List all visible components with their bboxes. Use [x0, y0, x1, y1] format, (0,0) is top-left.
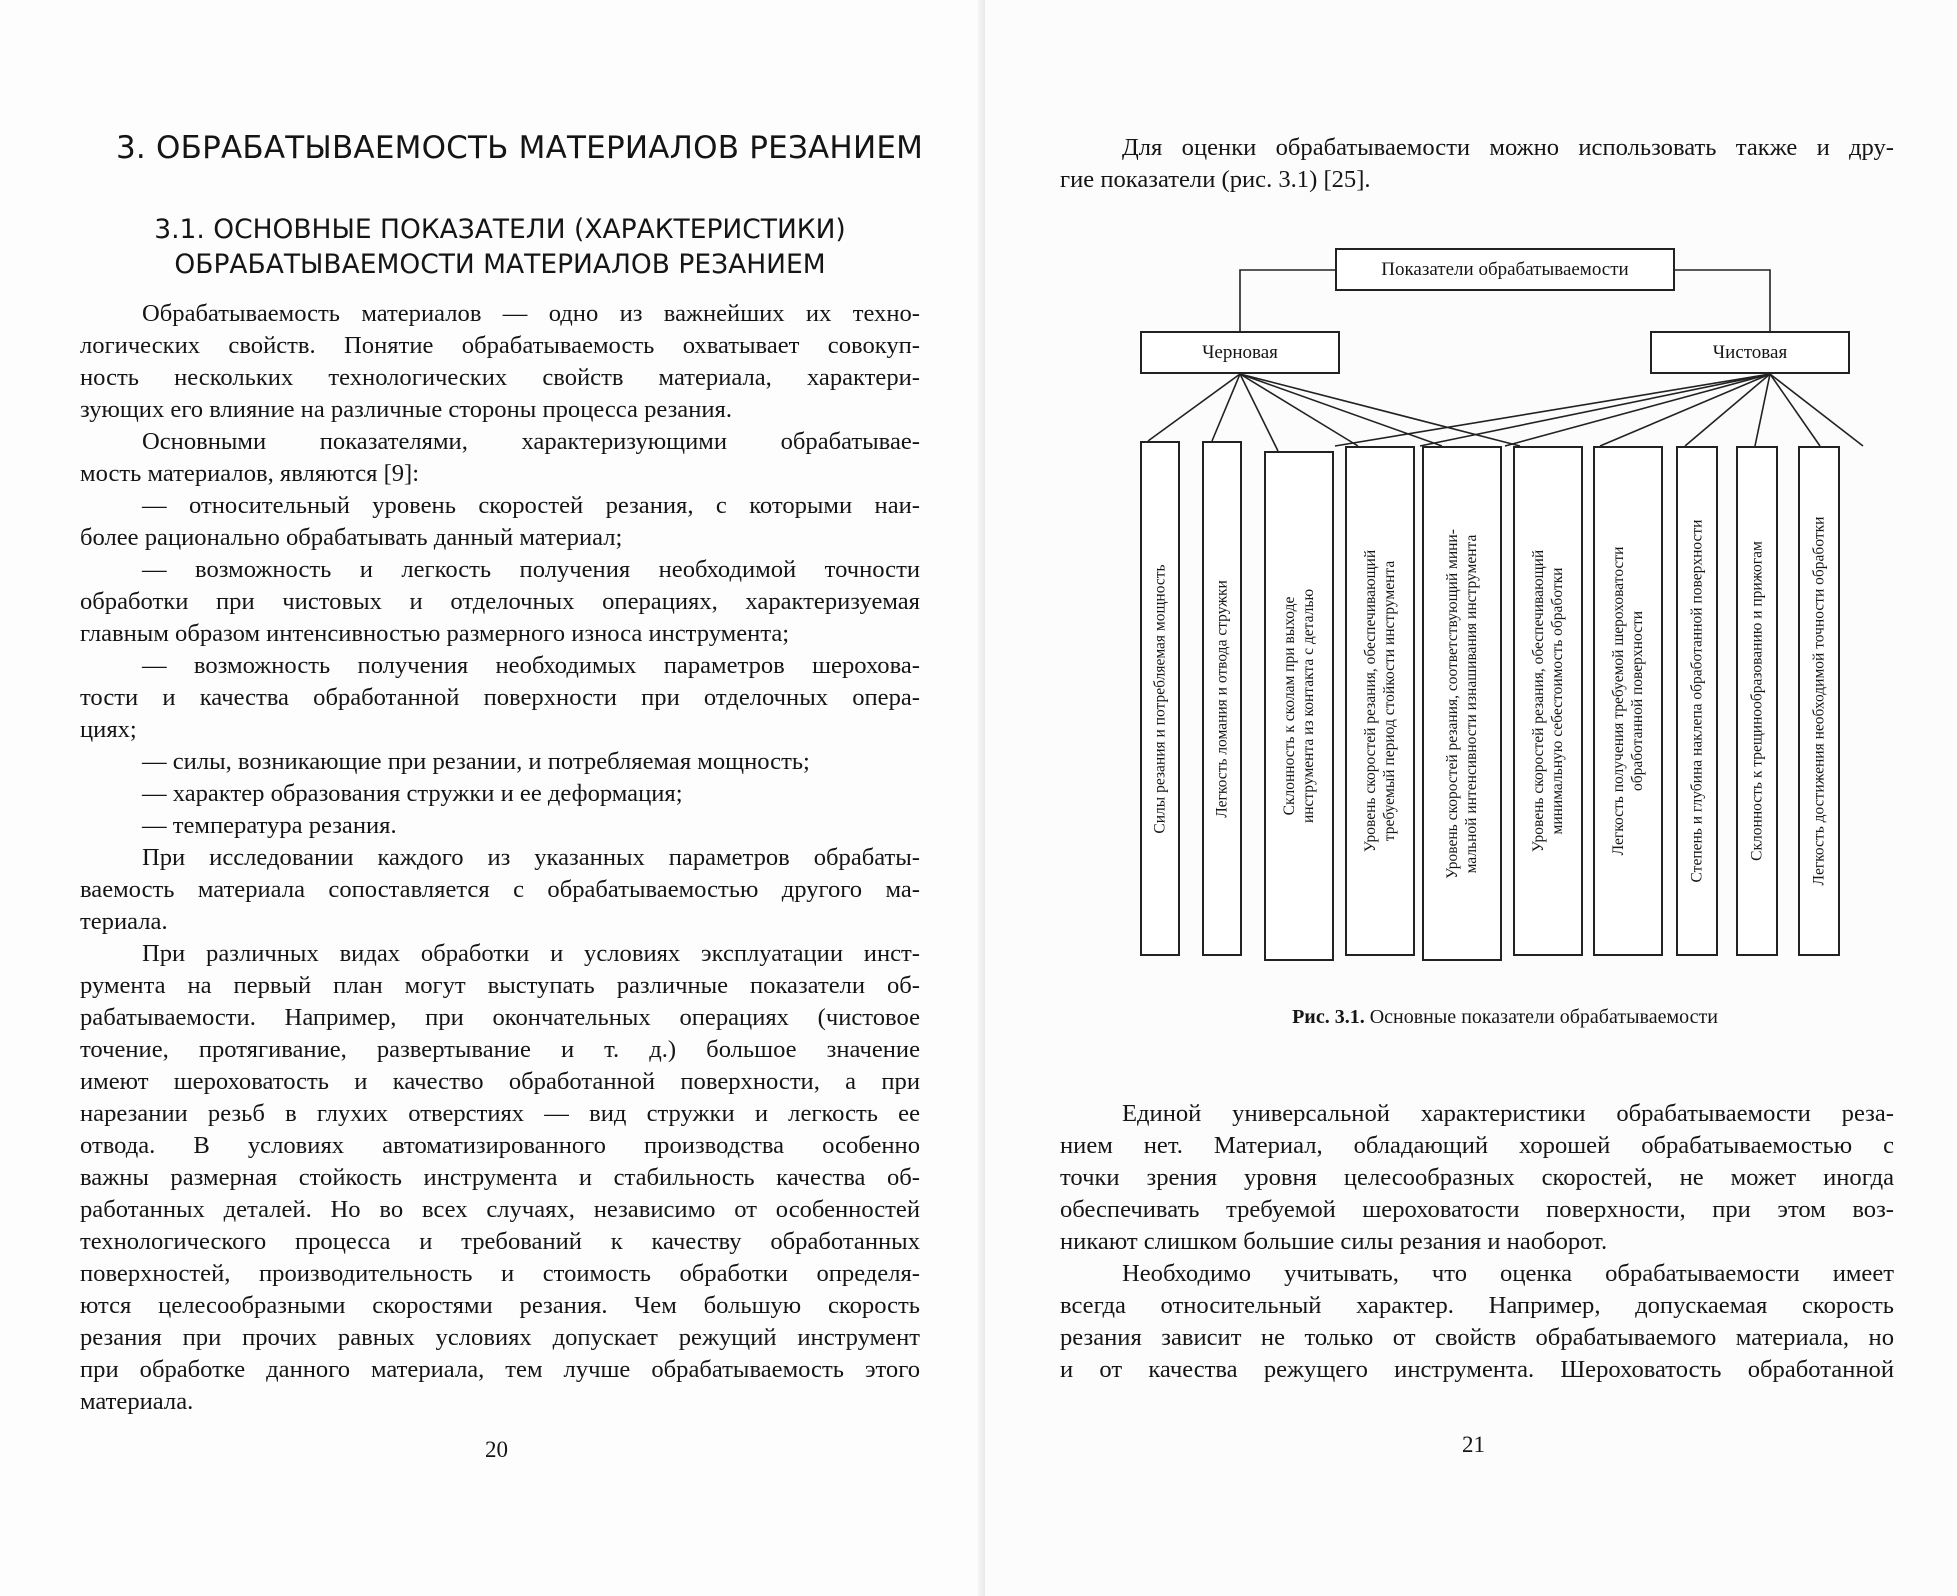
right-body-text: [1060, 1098, 1894, 1386]
text-line: При различных видах обработки и условиях эксплуатации инст-: [142, 940, 920, 967]
connector: [1770, 374, 1820, 446]
indicator-label: Легкость ломания и отвода стружки: [1213, 579, 1231, 818]
indicator-column: [1736, 446, 1778, 956]
text-line: главным образом интенсивностью размерного износа инструмента;: [80, 620, 790, 647]
text-line: Необходимо учитывать, что оценка обрабатываемости имеет: [1122, 1260, 1894, 1287]
caption-text: Основные показатели обрабатываемости: [1364, 1006, 1718, 1028]
left-body-text: [80, 298, 920, 1418]
text-line: Обрабатываемость материалов — одно из важнейших их техно-: [142, 300, 920, 327]
text-line: ются целесообразными скоростями резания. Чем большую скорость: [80, 1292, 920, 1319]
indicator-column: [1140, 441, 1180, 956]
text-line: гие показатели (рис. 3.1) [25].: [1060, 166, 1371, 193]
root-box: Показатели обрабатываемости: [1335, 248, 1675, 291]
text-line: ваемость материала сопоставляется с обрабатываемостью другого ма-: [80, 876, 920, 903]
indicator-column: [1593, 446, 1663, 956]
text-line: отвода. В условиях автоматизированного производства особенно: [80, 1132, 920, 1159]
finish-group-box: Чистовая: [1650, 331, 1850, 374]
text-line: — возможность получения необходимых параметров шерохова-: [142, 652, 920, 679]
indicator-label: Силы резания и потребляемая мощность: [1151, 563, 1169, 834]
text-line: рабатываемости. Например, при окончательных операциях (чистовое: [80, 1004, 920, 1031]
section-title: [80, 212, 920, 282]
indicator-column: [1422, 446, 1502, 961]
text-line: важны размерная стойкость инструмента и стабильность качества об-: [80, 1164, 920, 1191]
caption-label: Рис. 3.1.: [1292, 1006, 1365, 1028]
connector: [1420, 374, 1770, 446]
connector: [1240, 374, 1520, 446]
text-line: — характер образования стружки и ее деформация;: [142, 780, 683, 807]
right-intro-text: [1060, 132, 1894, 196]
text-line: точки зрения уровня целесообразных скоростей, не может иногда: [1060, 1164, 1894, 1191]
text-line: резания при прочих равных условиях допускает режущий инструмент: [80, 1324, 920, 1351]
text-line: поверхностей, производительность и стоимость обработки определя-: [80, 1260, 920, 1287]
indicator-column: [1345, 446, 1415, 956]
text-line: циях;: [80, 716, 137, 743]
indicators-diagram: [1130, 236, 1880, 976]
connector: [1505, 374, 1770, 446]
section-title-line: ОБРАБАТЫВАЕМОСТИ МАТЕРИАЛОВ РЕЗАНИЕМ: [174, 249, 826, 280]
text-line: резания зависит не только от свойств обрабатываемого материала, но: [1060, 1324, 1894, 1351]
indicator-column: [1202, 441, 1242, 956]
indicator-label: Легкость достижения необходимой точности обработки: [1810, 516, 1828, 886]
text-line: тости и качества обработанной поверхности при отделочных опера-: [80, 684, 920, 711]
connector-root-left: [1240, 270, 1335, 331]
text-line: работанных деталей. Но во всех случаях, независимо от особенностей: [80, 1196, 920, 1223]
text-line: териала.: [80, 908, 168, 935]
indicator-label: Склонность к сколам при выходе инструмента из контакта с деталью: [1281, 588, 1317, 824]
text-line: точение, протягивание, развертывание и т. д.) большое значение: [80, 1036, 920, 1063]
connector: [1770, 374, 1863, 446]
text-line: — силы, возникающие при резании, и потребляемая мощность;: [142, 748, 810, 775]
page-number: 21: [1462, 1432, 1485, 1457]
text-line: мость материалов, являются [9]:: [80, 460, 420, 487]
text-line: Единой универсальной характеристики обрабатываемости реза-: [1122, 1100, 1894, 1127]
text-line: обеспечивать требуемой шероховатости поверхности, при этом воз-: [1060, 1196, 1894, 1223]
text-line: материала.: [80, 1388, 194, 1415]
indicator-label: Уровень скоростей резания, обеспечивающий минимальную себестоимость обработки: [1530, 549, 1566, 853]
connector-root-right: [1675, 270, 1770, 331]
text-line: зующих его влияние на различные стороны процесса резания.: [80, 396, 733, 423]
indicator-label: Легкость получения требуемой шероховатости обработанной поверхности: [1610, 546, 1646, 856]
figure-caption: [1130, 1006, 1880, 1029]
text-line: технологического процесса и требований к качеству обработанных: [80, 1228, 920, 1255]
text-line: нарезании резьб в глухих отверстиях — вид стружки и легкость ее: [80, 1100, 920, 1127]
indicator-column: [1798, 446, 1840, 956]
text-line: имеют шероховатость и качество обработанной поверхности, а при: [80, 1068, 920, 1095]
text-line: При исследовании каждого из указанных параметров обрабаты-: [142, 844, 920, 871]
text-line: и от качества режущего инструмента. Шероховатость обработанной: [1060, 1356, 1894, 1383]
indicator-label: Степень и глубина наклепа обработанной поверхности: [1688, 519, 1706, 883]
text-line: при обработке данного материала, тем лучше обрабатываемость этого: [80, 1356, 920, 1383]
page-number: 20: [485, 1437, 508, 1462]
text-line: — температура резания.: [142, 812, 397, 839]
text-line: всегда относительный характер. Например, допускаемая скорость: [1060, 1292, 1894, 1319]
text-line: — относительный уровень скоростей резания, с которыми наи-: [142, 492, 920, 519]
indicator-column: [1513, 446, 1583, 956]
indicator-column: [1264, 451, 1334, 961]
text-line: более рационально обрабатывать данный материал;: [80, 524, 623, 551]
chapter-title: 3. ОБРАБАТЫВАЕМОСТЬ МАТЕРИАЛОВ РЕЗАНИЕМ: [116, 130, 924, 166]
connector: [1335, 374, 1770, 446]
indicator-label: Склонность к трещинообразованию и прижогам: [1748, 541, 1766, 861]
text-line: логических свойств. Понятие обрабатываемость охватывает совокуп-: [80, 332, 920, 359]
text-line: — возможность и легкость получения необходимой точности: [142, 556, 920, 583]
text-line: Основными показателями, характеризующими обрабатывае-: [142, 428, 920, 455]
rough-group-box: Черновая: [1140, 331, 1340, 374]
connector: [1600, 374, 1770, 446]
text-line: ность нескольких технологических свойств материала, характери-: [80, 364, 920, 391]
text-line: никают слишком большие силы резания и наоборот.: [1060, 1228, 1608, 1255]
indicator-label: Уровень скоростей резания, соответствующий мини- мальной интенсивности изнашивания инструмента: [1444, 528, 1480, 879]
text-line: румента на первый план могут выступать различные показатели об-: [80, 972, 920, 999]
text-line: обработки при чистовых и отделочных операциях, характеризуемая: [80, 588, 920, 615]
text-line: Для оценки обрабатываемости можно использовать также и дру-: [1122, 134, 1894, 161]
section-title-line: 3.1. ОСНОВНЫЕ ПОКАЗАТЕЛИ (ХАРАКТЕРИСТИКИ): [154, 214, 846, 245]
indicator-column: [1676, 446, 1718, 956]
indicator-label: Уровень скоростей резания, обеспечивающий требуемый период стойкости инструмента: [1362, 549, 1398, 853]
text-line: нием нет. Материал, обладающий хорошей обрабатываемостью с: [1060, 1132, 1894, 1159]
